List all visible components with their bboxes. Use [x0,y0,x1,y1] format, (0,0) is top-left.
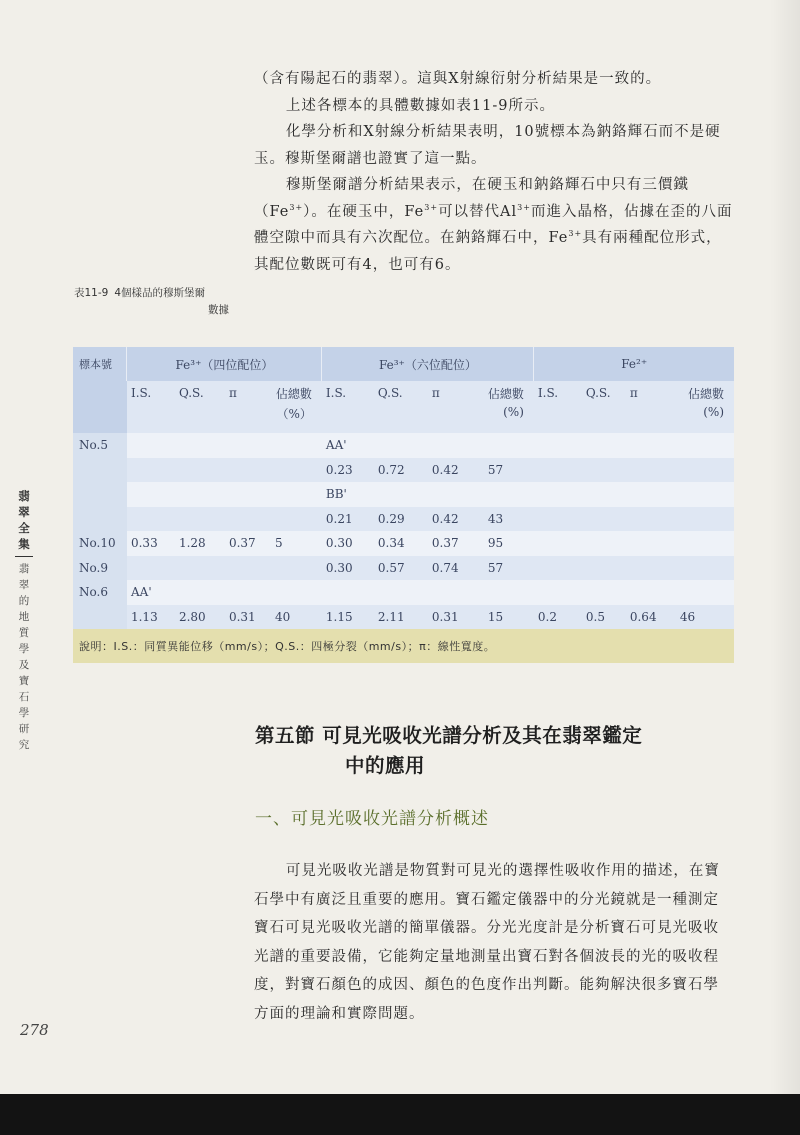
data-cell [127,482,175,507]
sidebar-char: 全 [18,521,30,535]
data-cell [484,433,534,458]
section-title-line2: 中的應用 [345,754,426,777]
book-series-title [15,488,33,552]
sample-id-cell: No.6 [73,580,127,605]
data-cell: 95 [484,531,534,556]
data-cell [534,556,582,581]
data-cell: 0.37 [225,531,271,556]
data-cell [225,556,271,581]
sidebar-char: 石 [18,691,30,703]
subheader-pi: π [626,381,676,405]
sidebar-char: 學 [18,643,30,655]
header-fe3-tetrahedral: Fe³⁺（四位配位） [127,347,322,381]
data-cell [626,433,676,458]
data-cell [676,458,734,483]
data-cell: 5 [271,531,322,556]
sample-id-cell: No.9 [73,556,127,581]
paragraph-analysis-result: 化學分析和X射線分析結果表明，10號標本為鈉鉻輝石而不是硬玉。穆斯堡爾譜也證實了這一點。 [254,124,721,167]
data-cell [428,482,484,507]
data-cell [582,433,626,458]
data-cell: 0.29 [374,507,428,532]
table-row [73,605,734,630]
data-cell [676,482,734,507]
table-row [73,580,734,605]
data-cell [271,482,322,507]
data-cell: 1.15 [322,605,374,630]
data-cell: 0.31 [428,605,484,630]
data-cell: 0.30 [322,531,374,556]
data-cell [175,507,225,532]
data-cell [175,433,225,458]
data-cell [484,580,534,605]
data-cell: 0.57 [374,556,428,581]
table-caption-text: 4個樣品的穆斯堡爾 [114,287,206,299]
data-cell [676,580,734,605]
data-cell [374,482,428,507]
data-cell [225,458,271,483]
data-cell [374,433,428,458]
data-cell [582,458,626,483]
section-title [255,721,745,781]
data-cell [582,531,626,556]
data-cell [676,531,734,556]
data-cell: 0.42 [428,507,484,532]
data-cell [582,556,626,581]
page-number: 278 [20,1021,49,1039]
data-cell: 0.2 [534,605,582,630]
data-cell: 2.11 [374,605,428,630]
sidebar-char: 學 [18,707,30,719]
data-cell: 57 [484,556,534,581]
data-cell [322,580,374,605]
data-cell [127,458,175,483]
data-cell [271,507,322,532]
sample-id-cell: No.10 [73,531,127,556]
paragraph-spectrum-overview: 可見光吸收光譜是物質對可見光的選擇性吸收作用的描述，在寶石學中有廣泛且重要的應用。寶石鑑定儀器中的分光鏡就是一種測定寶石可見光吸收光譜的簡單儀器。分光光度計是分析寶石可見光吸收光譜的重要設備，它能夠定量地測量出寶石對各個波長的光的吸收程度，對寶石顏色的成因、顏色的色度作出判斷。能夠解決很多寶石學方面的理論和實際問題。 [254,863,720,1022]
data-cell [225,507,271,532]
data-cell: 0.31 [225,605,271,630]
data-cell [225,433,271,458]
data-cell [534,482,582,507]
data-cell: 1.13 [127,605,175,630]
sidebar-char: 翠 [18,505,30,519]
data-cell: 0.72 [374,458,428,483]
data-cell [374,580,428,605]
data-cell [175,482,225,507]
paragraph-mossbauer: 穆斯堡爾譜分析結果表示，在硬玉和鈉鉻輝石中只有三價鐵$(Fe^{3+})$。在硬玉中，$Fe^{3+}$可以替代$Al^{3+}$而進入晶格，佔據在歪的八面體空隙中而具有六次配位。在鈉鉻輝石中，$Fe^{3+}$具有兩種配位形式，其配位數既可有4，也可有6。 [254,177,733,273]
data-cell: 0.30 [322,556,374,581]
subheader-pi: π [225,381,271,405]
sidebar-divider [15,556,33,557]
subheader-percent: （%） [271,405,322,433]
data-cell [271,458,322,483]
sidebar-char: 的 [18,595,30,607]
data-cell [582,482,626,507]
subheader-is: I.S. [322,381,374,405]
scan-bottom-edge [0,1094,800,1135]
data-cell [626,580,676,605]
data-cell [676,556,734,581]
mossbauer-data-table [73,347,734,663]
body-text-top [254,66,734,278]
sidebar-char: 寶 [18,675,30,687]
page-edge-shadow [770,0,800,1095]
subheader-percent: (%) [484,405,534,433]
vertical-book-title [15,488,33,753]
sidebar-char: 究 [18,739,30,751]
data-cell: 0.37 [428,531,484,556]
data-cell [626,482,676,507]
data-cell [626,458,676,483]
subheader-qs: Q.S. [374,381,428,405]
data-cell [676,507,734,532]
table-row [73,458,734,483]
table-row [73,507,734,532]
sidebar-char: 研 [18,723,30,735]
sample-id-cell [73,458,127,483]
table-note: 說明：I.S.：同質異能位移（mm/s）；Q.S.：四極分裂（mm/s）；π：線性寬度。 [73,629,734,663]
sidebar-char: 及 [18,659,30,671]
data-cell: 0.64 [626,605,676,630]
header-sample-no: 標本號 [73,347,127,433]
data-cell [175,580,225,605]
sample-id-cell [73,507,127,532]
data-cell: 0.42 [428,458,484,483]
data-cell: 0.33 [127,531,175,556]
data-cell: AA' [322,433,374,458]
data-cell [676,433,734,458]
data-cell [582,580,626,605]
data-cell [534,433,582,458]
body-text-bottom [254,857,734,1028]
sidebar-char: 集 [18,537,30,551]
data-cell [271,556,322,581]
data-cell [484,482,534,507]
data-cell: 43 [484,507,534,532]
data-cell [626,531,676,556]
data-cell [271,580,322,605]
data-cell: 57 [484,458,534,483]
sidebar-char: 地 [18,611,30,623]
sidebar-char: 翠 [18,579,30,591]
header-fe3-octahedral: Fe³⁺（六位配位） [322,347,534,381]
sidebar-char: 質 [18,627,30,639]
data-cell [534,531,582,556]
subheader-qs: Q.S. [582,381,626,405]
data-cell [626,507,676,532]
table-row [73,556,734,581]
data-cell: 0.5 [582,605,626,630]
data-cell [428,433,484,458]
data-cell [127,556,175,581]
subheader-share: 佔總數 [484,381,534,405]
data-cell: 0.23 [322,458,374,483]
data-cell: 0.74 [428,556,484,581]
data-cell [534,580,582,605]
data-cell [534,458,582,483]
data-cell [626,556,676,581]
paragraph-continuation: （含有陽起石的翡翠）。這與X射線衍射分析結果是一致的。 [254,71,662,87]
data-cell: 0.34 [374,531,428,556]
data-cell: 40 [271,605,322,630]
data-cell [428,580,484,605]
data-cell: 15 [484,605,534,630]
sample-id-cell: No.5 [73,433,127,458]
data-cell: 2.80 [175,605,225,630]
header-fe2: Fe²⁺ [534,347,734,381]
data-cell: BB' [322,482,374,507]
table-caption [74,285,249,319]
data-cell [271,433,322,458]
data-cell: 0.21 [322,507,374,532]
sample-id-cell [73,482,127,507]
subheader-percent: (%) [676,405,734,433]
data-cell [225,482,271,507]
subheader-share: 佔總數 [676,381,734,405]
subheader-is: I.S. [534,381,582,405]
data-cell [127,433,175,458]
book-subtitle [15,561,33,753]
data-cell: AA' [127,580,175,605]
table-row [73,531,734,556]
table-caption-text-line2: 數據 [208,304,229,316]
sidebar-char: 翡 [18,489,30,503]
sample-id-cell [73,605,127,630]
data-cell: 46 [676,605,734,630]
data-cell: 1.28 [175,531,225,556]
sidebar-char: 翡 [18,563,30,575]
data-cell [534,507,582,532]
section-title-line1: 第五節 可見光吸收光譜分析及其在翡翠鑑定 [255,724,643,747]
subheader-share: 佔總數 [271,381,322,405]
subheader-is: I.S. [127,381,175,405]
data-cell [127,507,175,532]
data-cell [175,556,225,581]
table-number: 表11-9 [74,287,109,299]
table-row [73,433,734,458]
subheader-pi: π [428,381,484,405]
data-cell [225,580,271,605]
table-row [73,482,734,507]
subsection-title: 一、可見光吸收光譜分析概述 [255,809,489,829]
data-cell [175,458,225,483]
subheader-qs: Q.S. [175,381,225,405]
paragraph-table-reference: 上述各標本的具體數據如表11-9所示。 [285,97,555,114]
data-cell [582,507,626,532]
